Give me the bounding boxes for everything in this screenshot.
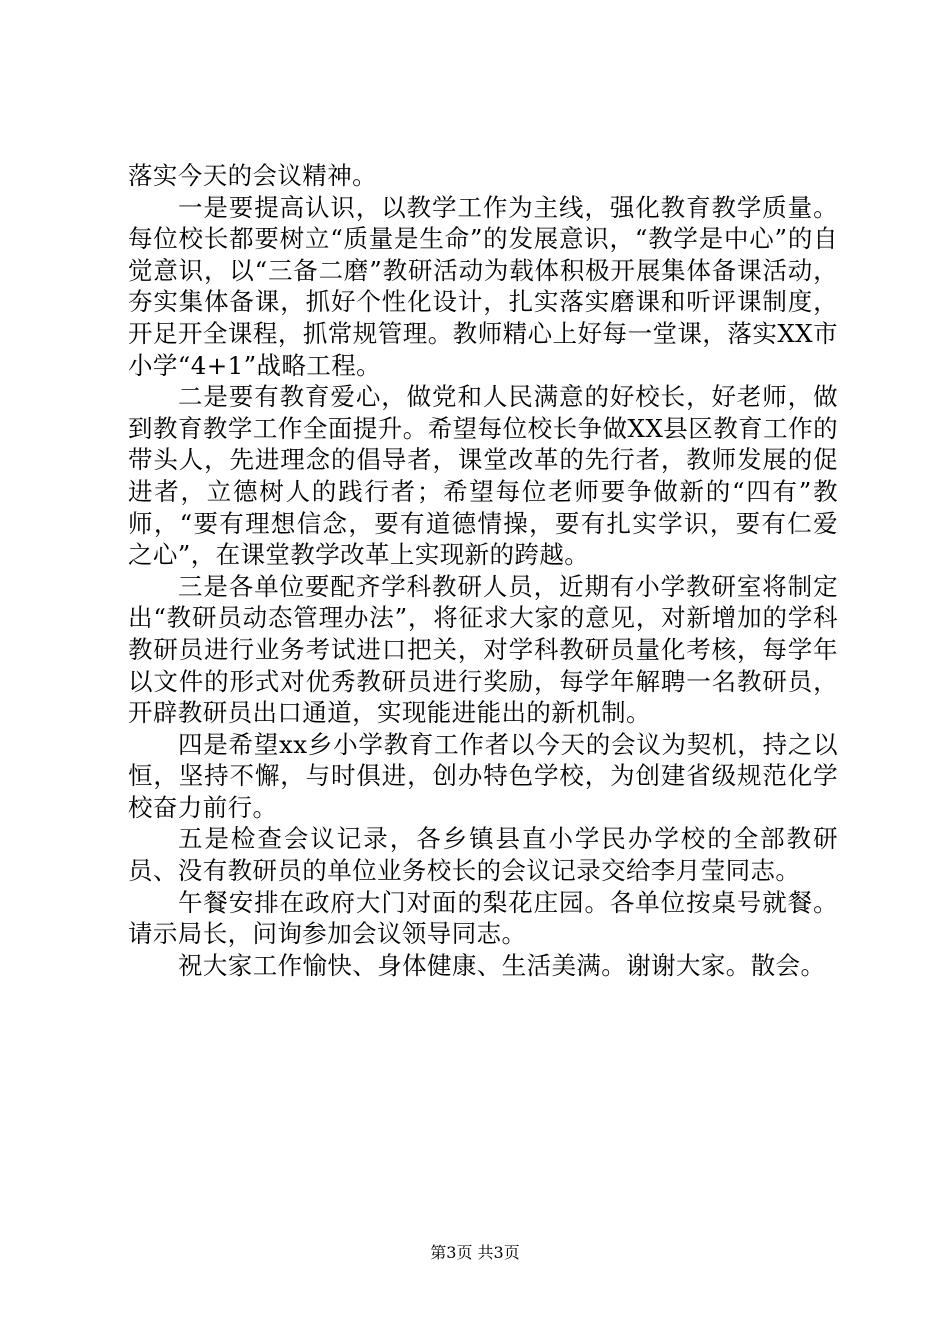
page-number-footer: 第3页 共3页	[430, 1243, 520, 1262]
paragraph-continuation: 落实今天的会议精神。	[128, 161, 377, 190]
document-body	[128, 160, 838, 981]
paragraph-point-five: 五是检查会议记录，各乡镇县直小学民办学校的全部教研员、没有教研员的单位业务校长的会议记录交给李月莹同志。	[128, 824, 838, 886]
paragraph-lunch-notice: 午餐安排在政府大门对面的梨花庄园。各单位按桌号就餐。请示局长，问询参加会议领导同志。	[128, 887, 838, 949]
paragraph-point-four: 四是希望xx乡小学教育工作者以今天的会议为契机，持之以恒，坚持不懈，与时俱进，创办特色学校，为创建省级规范化学校奋力前行。	[128, 729, 838, 822]
paragraph-point-three: 三是各单位要配齐学科教研人员，近期有小学教研室将制定出“教研员动态管理办法”，将征求大家的意见，对新增加的学科教研员进行业务考试进口把关，对学科教研员量化考核，每学年以文件的形式对优秀教研员进行奖励，每学年解聘一名教研员，开辟教研员出口通道，实现能进能出的新机制。	[128, 571, 838, 728]
paragraph-point-two: 二是要有教育爱心，做党和人民满意的好校长，好老师，做到教育教学工作全面提升。希望每位校长争做XX县区教育工作的带头人，先进理念的倡导者，课堂改革的先行者，教师发展的促进者，立德树人的践行者；希望每位老师要争做新的“四有”教师，“要有理想信念，要有道德情操，要有扎实学识，要有仁爱之心”，在课堂教学改革上实现新的跨越。	[128, 382, 838, 570]
paragraph-closing: 祝大家工作愉快、身体健康、生活美满。谢谢大家。散会。	[178, 950, 826, 980]
paragraph-point-one: 一是要提高认识，以教学工作为主线，强化教育教学质量。每位校长都要树立“质量是生命”的发展意识，“教学是中心”的自觉意识，以“三备二磨”教研活动为载体积极开展集体备课活动，夯实集体备课，抓好个性化设计，扎实落实磨课和听评课制度，开足开全课程，抓常规管理。教师精心上好每一堂课，落实XX市小学“4+1”战略工程。	[128, 192, 838, 380]
